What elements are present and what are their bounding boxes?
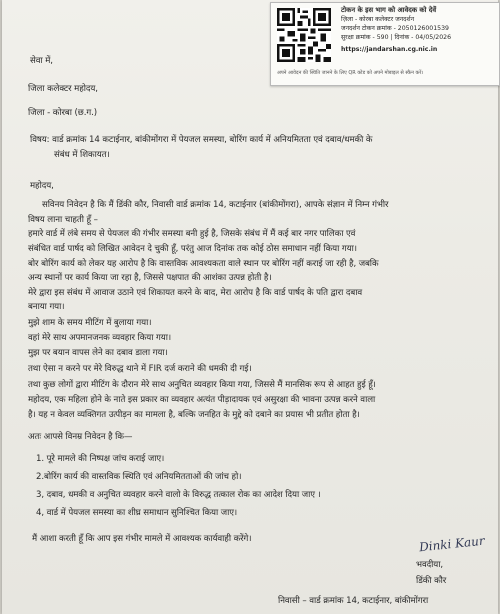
body-line: सविनय निवेदन है कि मैं डिंकी कौर, निवासी वार्ड क्रमांक 14, कटाईनार (बांकीमोंगरा), आपके संज्ञान में निम्न गंभीर [42,200,389,210]
sender-name: डिंकी कौर [416,576,447,586]
token-note: अपने आवेदन की स्थिति जानने के लिए QR कोड को अपने मोबाइल से स्कैन करें। [277,70,424,76]
body-line: बनाया गया। [28,302,65,312]
body-line: संबंधित वार्ड पार्षद को लिखित आवेदन दे चुकी हूँ, परंतु आज दिनांक तक कोई ठोस समाधान नहीं किया गया। [28,244,357,254]
closing-hope: मैं आशा करती हूँ कि आप इस गंभीर मामले में आवश्यक कार्यवाही करेंगे। [32,534,252,544]
body-line: तथा ऐसा न करने पर मेरे विरुद्ध थाने में FIR दर्ज कराने की धमकी दी गई। [28,364,252,374]
sender-address: निवासी – वार्ड क्रमांक 14, कटाईनार, बांकीमोंगरा [278,596,429,606]
body-line: बोर बोरिंग कार्य को लेकर यह आरोप है कि वास्तविक आवश्यकता वाले स्थान पर बोरिंग नहीं कराई जा रही है, जबकि [28,259,379,269]
greeting: महोदय, [30,181,54,191]
addressee-district: जिला - कोरबा (छ.ग.) [28,108,97,118]
body-line: महोदय, एक महिला होने के नाते इस प्रकार का व्यवहार अत्यंत पीड़ादायक एवं असुरक्षा की भावना उत्पन्न करने वाला [28,395,376,405]
qr-code-icon [277,8,331,62]
body-line: तथा कुछ लोगों द्वारा मीटिंग के दौरान मेरे साथ अनुचित व्यवहार किया गया, जिससे मैं मानसिक रूप से आहत हुई हूँ। [28,380,376,390]
request-item: 2.बोरिंग कार्य की वास्तविक स्थिति एवं अनियमितताओं की जांच हो। [36,472,242,482]
body-line: वहां मेरे साथ अपमानजनक व्यवहार किया गया। [28,333,172,343]
letter-page [2,0,498,614]
request-item: 1. पूरे मामले की निष्पक्ष जांच कराई जाए। [36,454,165,464]
body-line: अन्य स्थानों पर कार्य किया जा रहा है, जिससे पक्षपात की आशंका उत्पन्न होती है। [28,273,272,283]
body-line: मुझ पर बयान वापस लेने का दबाव डाला गया। [28,348,168,358]
request-item: 4, वार्ड में पेयजल समस्या का शीघ्र समाधान सुनिश्चित किया जाए। [36,508,238,518]
token-district: ज़िला - कोरबा कलेक्टर जनदर्शन [341,16,415,23]
jandarshan-token-slip [270,2,500,86]
token-header: टोकन के इस भाग को आवेदक को देवें [341,6,437,14]
body-line: मुझे शाम के समय मीटिंग में बुलाया गया। [28,318,152,328]
closing: भवदीया, [416,560,444,570]
body-line: अतः आपसे विनम्र निवेदन है कि— [28,432,133,442]
token-number: जनदर्शन टोकन क्रमांक - 2050126001539 [341,25,449,32]
body-line: विषय लाना चाहती हूँ – [28,215,98,225]
token-url: https://jandarshan.cg.nic.in [341,46,438,53]
subject-line-1: विषय: वार्ड क्रमांक 14 कटाईनार, बांकीमोंगरा में पेयजल समस्या, बोरिंग कार्य में अनियमितता एवं दबाव/धमकी के [30,135,373,145]
body-line: मेरे द्वारा इस संबंध में आवाज उठाने एवं शिकायत करने के बाद, मेरा आरोप है कि वार्ड पार्षद के पति द्वारा दबाव [28,288,363,298]
token-security-date: सुरक्षा क्रमांक - 590 | दिनांक - 04/05/2026 [341,34,452,41]
subject-line-2: संबंध में शिकायत। [54,150,110,160]
handwritten-signature: Dinki Kaur [418,533,486,555]
salutation-to: सेवा में, [30,56,53,66]
body-line: है। यह न केवल व्यक्तिगत उत्पीड़न का मामला है, बल्कि जनहित के मुद्दे को दबाने का प्रयास भी प्रतीत होता है। [28,410,360,420]
request-item: 3, दबाव, धमकी व अनुचित व्यवहार करने वालो के विरुद्ध तत्काल रोक का आदेश दिया जाए । [36,490,321,500]
addressee: जिला कलेक्टर महोदय, [28,84,98,94]
body-line: हमारे वार्ड में लंबे समय से पेयजल की गंभीर समस्या बनी हुई है, जिसके संबंध में मैं कई बार नगर पालिका एवं [28,229,356,239]
